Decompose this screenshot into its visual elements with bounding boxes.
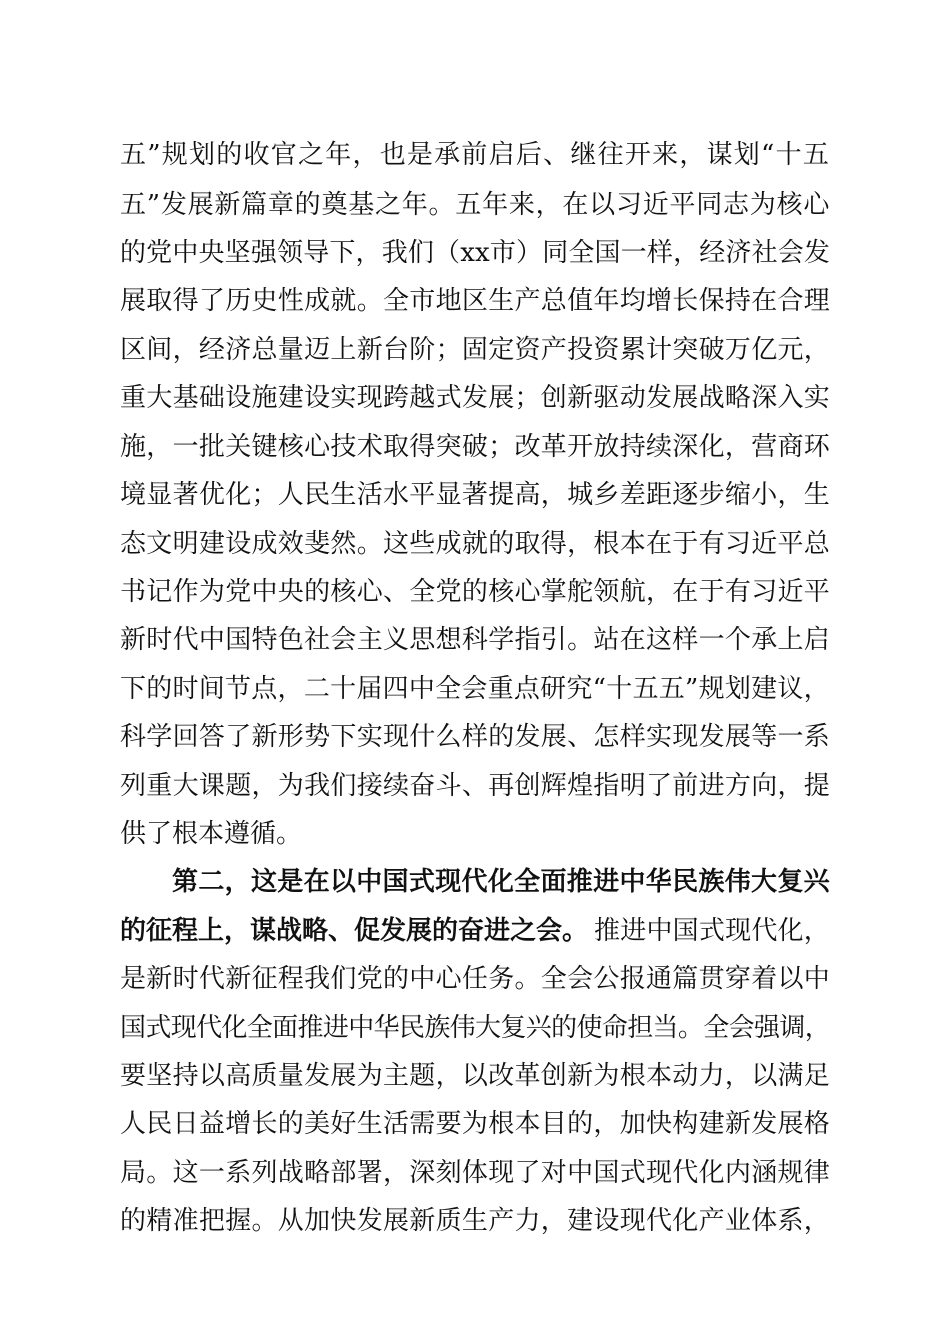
paragraph-2-line: [0, 1201, 950, 1241]
paragraph-1-line: [0, 524, 950, 564]
paragraph-1-line: [0, 378, 950, 418]
line-text: 供了根本遵循。: [120, 819, 303, 849]
line-text: 五”发展新篇章的奠基之年。五年来，在以习近平同志为核心: [120, 190, 831, 220]
paragraph-1-line: [0, 475, 950, 515]
paragraph-1-line: [0, 669, 950, 709]
paragraph-1-line: [0, 427, 950, 467]
paragraph-1-line: [0, 330, 950, 370]
paragraph-1-line: [0, 766, 950, 806]
line-text: 态文明建设成效斐然。这些成就的取得，根本在于有习近平总: [120, 529, 831, 559]
line-text: 是新时代新征程我们党的中心任务。全会公报通篇贯穿着以中: [120, 964, 831, 994]
paragraph-2-mixed-line: [0, 911, 950, 951]
line-text: 书记作为党中央的核心、全党的核心掌舵领航，在于有习近平: [120, 577, 831, 607]
heading-text: 第二，这是在以中国式现代化全面推进中华民族伟大复兴: [172, 867, 831, 897]
paragraph-2-line: [0, 1153, 950, 1193]
paragraph-1-line: [0, 620, 950, 660]
paragraph-2-heading-line: [0, 862, 950, 902]
line-text: 的精准把握。从加快发展新质生产力，建设现代化产业体系，: [120, 1206, 831, 1236]
paragraph-1-line: [0, 185, 950, 225]
paragraph-2-line: [0, 1056, 950, 1096]
line-text: 新时代中国特色社会主义思想科学指引。站在这样一个承上启: [120, 625, 831, 655]
line-text: 五”规划的收官之年，也是承前启后、继往开来，谋划“十五: [120, 140, 831, 170]
line-text: 境显著优化；人民生活水平显著提高，城乡差距逐步缩小，生: [120, 480, 831, 510]
line-text: 区间，经济总量迈上新台阶；固定资产投资累计突破万亿元，: [120, 335, 831, 365]
line-text: 展取得了历史性成就。全市地区生产总值年均增长保持在合理: [120, 286, 831, 316]
line-text: 人民日益增长的美好生活需要为根本目的，加快构建新发展格: [120, 1109, 831, 1139]
paragraph-2-line: [0, 959, 950, 999]
paragraph-1-line: [0, 135, 950, 175]
line-text: 下的时间节点，二十届四中全会重点研究“十五五”规划建议，: [120, 674, 830, 704]
line-text: 重大基础设施建设实现跨越式发展；创新驱动发展战略深入实: [120, 383, 831, 413]
line-text: 推进中国式现代化，: [594, 916, 830, 946]
paragraph-2-line: [0, 1008, 950, 1048]
heading-text: 的征程上，谋战略、促发展的奋进之会。: [120, 916, 589, 946]
line-text: 局。这一系列战略部署，深刻体现了对中国式现代化内涵规律: [120, 1158, 831, 1188]
line-text: 科学回答了新形势下实现什么样的发展、怎样实现发展等一系: [120, 722, 831, 752]
paragraph-1-line: [0, 233, 950, 273]
paragraph-2-line: [0, 1104, 950, 1144]
line-text: 列重大课题，为我们接续奋斗、再创辉煌指明了前进方向，提: [120, 771, 831, 801]
line-text: 要坚持以高质量发展为主题，以改革创新为根本动力，以满足: [120, 1061, 831, 1091]
paragraph-1-line: [0, 717, 950, 757]
line-text: 国式现代化全面推进中华民族伟大复兴的使命担当。全会强调，: [120, 1013, 831, 1043]
paragraph-1-line: [0, 814, 950, 854]
line-text: 施，一批关键核心技术取得突破；改革开放持续深化，营商环: [120, 432, 831, 462]
paragraph-1-line: [0, 572, 950, 612]
paragraph-1-line: [0, 281, 950, 321]
line-text: 的党中央坚强领导下，我们（xx市）同全国一样，经济社会发: [120, 238, 831, 268]
